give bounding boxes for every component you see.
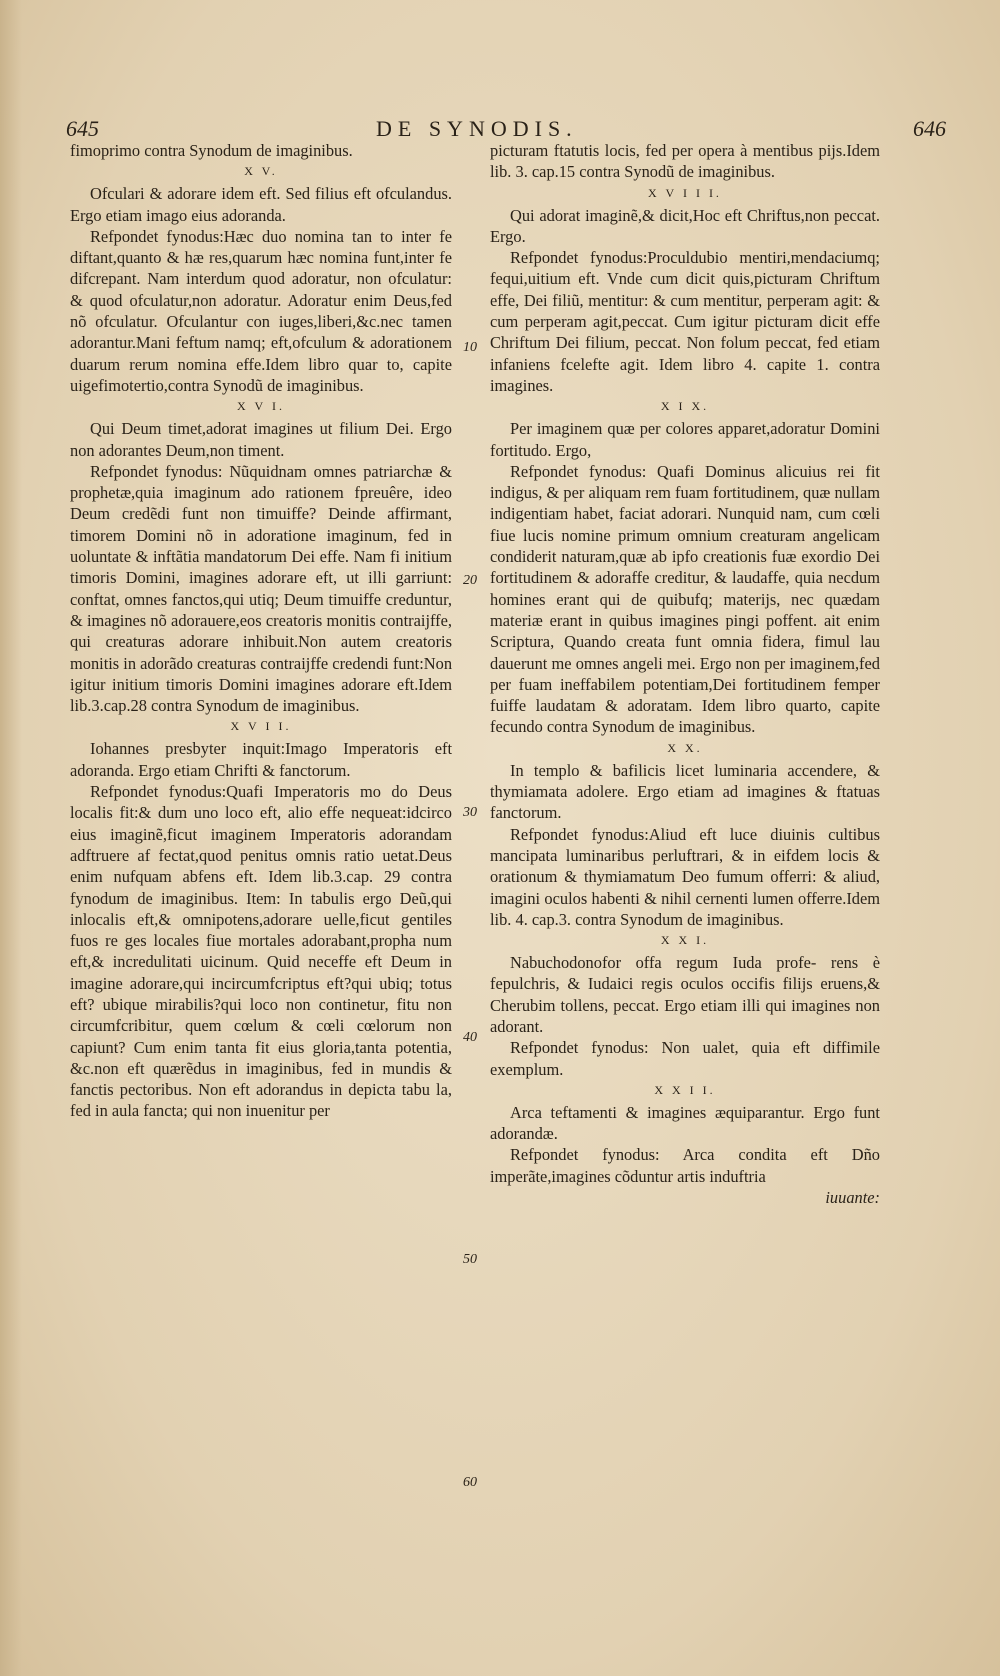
page-number-right: 646 [913,116,946,141]
section-number: X V I I. [230,719,292,734]
paragraph: picturam ftatutis locis, fed per opera à mentibus pijs.Idem lib. 3. cap.15 contra Synodũ de imaginibus. [490,141,880,182]
page-number-left: 645 [66,116,99,141]
paragraph: Refpondet fynodus: Non ualet, quia eft diffimile exemplum. [490,1038,880,1079]
section-number: X X I I. [654,1082,716,1097]
paragraph: Refpondet fynodus:Quafi Imperatoris mo do Deus localis fit:& dum uno loco eft, alio effe nequeat:idcirco eius imaginẽ,ficut imaginem Imperatoris adorandam adftruere af fectat,quod penitus omnis ratio uetat.Deus enim nufquam abfens eft. Idem lib.3.cap. 29 contra fynodum de imaginibus. Item: In tabulis ergo Deũ,qui inlocalis eft,& omnipotens,adorare uelle,ficut gentiles fuos re ges locales fiue mortales adorabant,propha num eft,& incredulitati uicinum. Quid neceffe eft Deum in imagine adorare,qui incircumfcriptus eft?qui ubiq; totus eft? ubique mirabilis?qui loco non continetur, fitu non circumfcribitur, quem cœlum & cœli cœlorum non capiunt? Cum enim tanta fit eius gloria,tanta potentia, &c.non eft quærẽdus in imaginibus, fed in mundis & fanctis pectoribus. Non eft adorandus in depicta tabu la, fed in aula fancta; qui non inuenitur per [70,782,452,1121]
paragraph: Iohannes presbyter inquit:Imago Imperatoris eft adoranda. Ergo etiam Chrifti & fanctorum. [70,739,452,780]
paragraph: Per imaginem quæ per colores apparet,adoratur Domini fortitudo. Ergo, [490,419,880,460]
paragraph: Refpondet fynodus:Proculdubio mentiri,mendaciumq; fequi,uitium eft. Vnde cum dicit quis,picturam Chriftum effe, Dei filiũ, mentitur: & cum mentitur, perperam agit: & cum perperam agit,peccat. Cum igitur picturam dicit effe Chriftum Dei filium, peccat. Non folum peccat, fed etiam infaniens fcelefte agit. Idem libro 4. capite 1. contra imagines. [490,248,880,395]
section-number: X I X. [660,399,710,414]
paragraph: In templo & bafilicis licet luminaria accendere, & thymiamata adolere. Ergo etiam ad imagines & ftatuas fanctorum. [490,760,880,823]
running-title: DE SYNODIS. [376,116,578,141]
line-number-50: 50 [463,1252,477,1267]
left-column [70,140,452,1122]
paragraph: Refpondet fynodus: Quafi Dominus alicuius rei fit indigus, & per aliquam rem fuam fortitudinem, quæ nullam indigentiam habet, faciat adorari. Nunquid nam, cum cœli fiue lucis nomine primum omnium creaturam angelicam condiderit naturam,quæ ab ipfo creationis fuæ exordio Dei fortitudinem & adoraffe creditur, & laudaffe, quia necdum homines erant qui de quibufq; materijs, nec quædam materiæ erant in quibus imagines pingi poffent. ait enim Scriptura, Quando creata funt omnia fidera, fimul lau dauerunt me omnes angeli mei. Ergo non per imaginem,fed per fuam ineffabilem potentiam,Dei fortitudinem femper fuiffe laudatam & adoratam. Idem libro quarto, capite fecundo contra Synodum de imaginibus. [490,461,880,737]
section-number: X V I I I. [648,185,722,200]
section-number: X X. [667,740,703,755]
section-number: X V I. [237,399,285,414]
paragraph: Nabuchodonofor offa regum Iuda profe- rens è fepulchris, & Iudaici regis oculos occifis filijs eruens,& Cherubim tollens, peccat. Ergo etiam illi qui imagines non adorant. [490,953,880,1036]
section-number: X V. [244,164,278,179]
section-number: X X I. [660,933,710,948]
line-number-40: 40 [463,1030,477,1045]
paragraph: Arca teftamenti & imagines æquiparantur. Ergo funt adorandæ. [490,1102,880,1144]
paragraph: Refpondet fynodus: Nũquidnam omnes patriarchæ & prophetæ,quia imaginum ado rationem fpreuêre, ideo Deum credẽdi funt non timuiffe? Deinde affirmant, timorem Domini nõ in adoratione imaginum, fed in uoluntate & inftãtia mandatorum Dei effe. Nam fi initium timoris Domini, imagines adorare eft, ut illi garriunt: conftat, omnes fanctos,qui utiq; Deum timuiffe creduntur, & imagines nõ adorauere,eos creatoris monitis contraijffe, qui creaturas adorare inhibuit.Non autem creatoris monitis in adorãdo creaturas contraijffe credendi funt:Non igitur initium timoris Domini imagines adorare eft.Idem lib.3.cap.28 contra Synodum de imaginibus. [70,461,453,716]
line-number-30: 30 [463,805,477,820]
page-edge-shadow [0,0,22,1676]
paragraph: Refpondet fynodus:Hæc duo nomina tan to inter fe diftant,quanto & hæ res,quarum hæc nomina funt,inter fe difcrepant. Nam interdum quod adoratur, non ofculatur: & quod ofculatur,non adoratur. Adoratur enim Deus,fed nõ ofculatur. Ofculantur con iuges,liberi,&c.nec tamen adorantur.Mani feftum namq; eft,ofculum & adorationem duarum rerum nomina effe.Idem libro quar to, capite uigefimotertio,contra Synodũ de imaginibus. [70,226,452,395]
paragraph: fimoprimo contra Synodum de imaginibus. [70,141,353,160]
catchword: iuuante: [825,1188,880,1208]
line-number-60: 60 [463,1475,477,1490]
right-column [490,140,880,1208]
paragraph: Ofculari & adorare idem eft. Sed filius eft ofculandus. Ergo etiam imago eius adoranda. [70,184,452,225]
line-number-10: 10 [463,340,477,355]
paragraph: Qui Deum timet,adorat imagines ut filium Dei. Ergo non adorantes Deum,non timent. [70,419,452,460]
line-number-20: 20 [463,573,477,588]
paragraph: Qui adorat imaginẽ,& dicit,Hoc eft Chriftus,non peccat. Ergo. [490,205,880,246]
paragraph: Refpondet fynodus:Aliud eft luce diuinis cultibus mancipata luminaribus perluftrari, & in eifdem locis & orationum & thymiamatum Deo fumum offerri: & aliud, imagini oculos habenti & nihil cernenti lumen offerre.Idem lib. 4. cap.3. contra Synodum de imaginibus. [490,824,880,929]
paragraph: Refpondet fynodus: Arca condita eft Dño imperãte,imagines cõduntur artis induftria [490,1145,880,1186]
